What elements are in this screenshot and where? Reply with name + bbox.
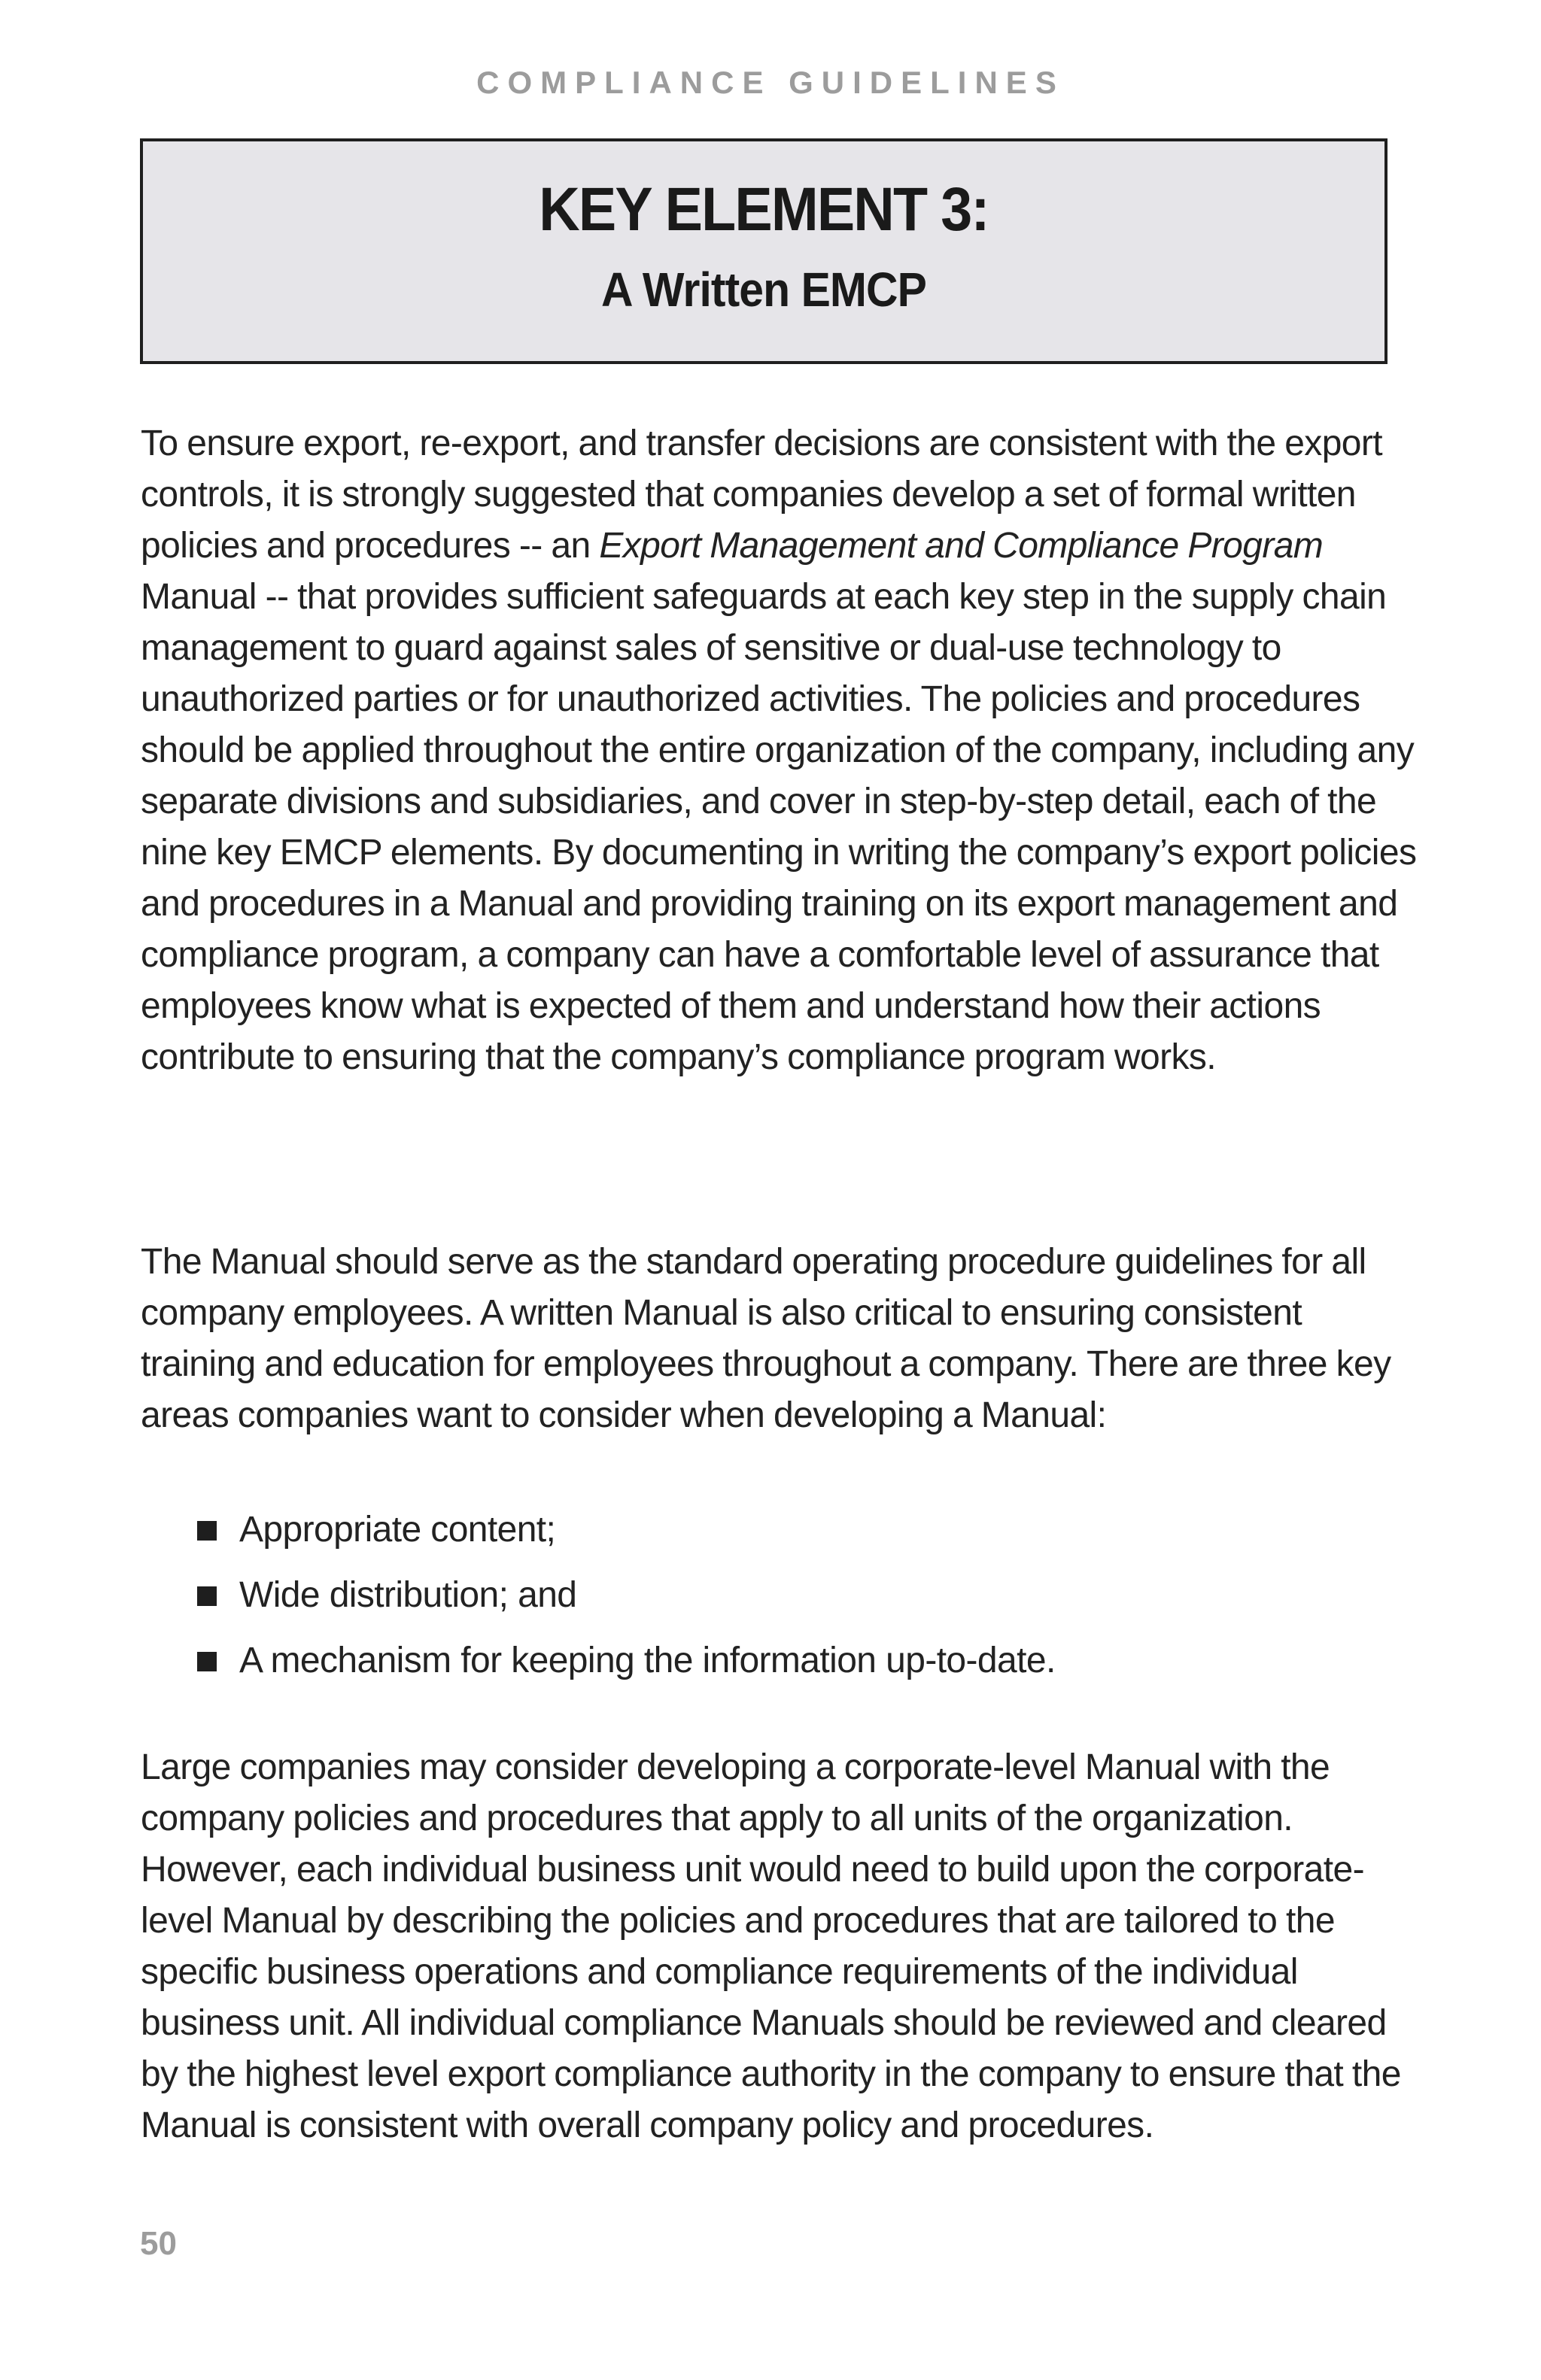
list-item — [197, 1635, 1056, 1701]
list-item — [197, 1570, 1056, 1635]
paragraph-large-companies — [141, 1742, 1420, 2151]
square-bullet-icon — [197, 1652, 217, 1671]
title-box — [140, 138, 1388, 364]
list-item-text: A mechanism for keeping the information up-to-date. — [239, 1641, 1056, 1680]
square-bullet-icon — [197, 1586, 217, 1606]
paragraph-large-companies-text: Large companies may consider developing a corporate-level Manual with the company policies and procedures that apply to all units of the organization. However, each individual business unit would need to build upon the corporate-level Manual by describing the policies and procedures that are tailored to the specific business operations and compliance requirements of the individual business unit. All individual compliance Manuals should be reviewed and cleared by the highest level export compliance authority in the company to ensure that the Manual is consistent with overall company policy and procedures. — [141, 1747, 1401, 2145]
paragraph-intro-part1: To ensure export, re-export, and transfer decisions are consistent with the export controls, it is strongly suggested that companies develop a set of formal written policies and procedures -- an — [141, 423, 1383, 566]
section-title: KEY ELEMENT 3: — [539, 175, 989, 244]
manual-name-italic: Export Management and Compliance Program — [599, 526, 1324, 566]
paragraph-manual-purpose-text: The Manual should serve as the standard operating procedure guidelines for all company employees. A written Manual is also critical to ensuring consistent training and education for employees throughout a company. There are three key areas companies want to consider when developing a Manual: — [141, 1242, 1391, 1435]
square-bullet-icon — [197, 1521, 217, 1541]
paragraph-intro — [141, 418, 1420, 1083]
paragraph-intro-text — [141, 418, 1420, 1083]
paragraph-intro-part2: Manual -- that provides sufficient safeguards at each key step in the supply chain management to guard against sales of sensitive or dual-use technology to unauthorized parties or for unauthorized activities. The policies and procedures should be applied throughout the entire organization of the company, including any separate divisions and subsidiaries, and cover in step-by-step detail, each of the nine key EMCP elements. By documenting in writing the company’s export policies and procedures in a Manual and providing training on its export management and compliance program, a company can have a comfortable level of assurance that employees know what is expected of them and understand how their actions contribute to ensuring that the company’s compliance program works. — [141, 577, 1417, 1077]
section-subtitle: A Written EMCP — [601, 263, 926, 317]
page-number: 50 — [140, 2225, 177, 2262]
paragraph-manual-purpose — [141, 1237, 1420, 1441]
list-item — [197, 1504, 1056, 1570]
running-head: COMPLIANCE GUIDELINES — [476, 65, 1065, 100]
list-item-text: Wide distribution; and — [239, 1575, 577, 1615]
key-areas-list — [197, 1504, 1056, 1701]
list-item-text: Appropriate content; — [239, 1510, 556, 1550]
